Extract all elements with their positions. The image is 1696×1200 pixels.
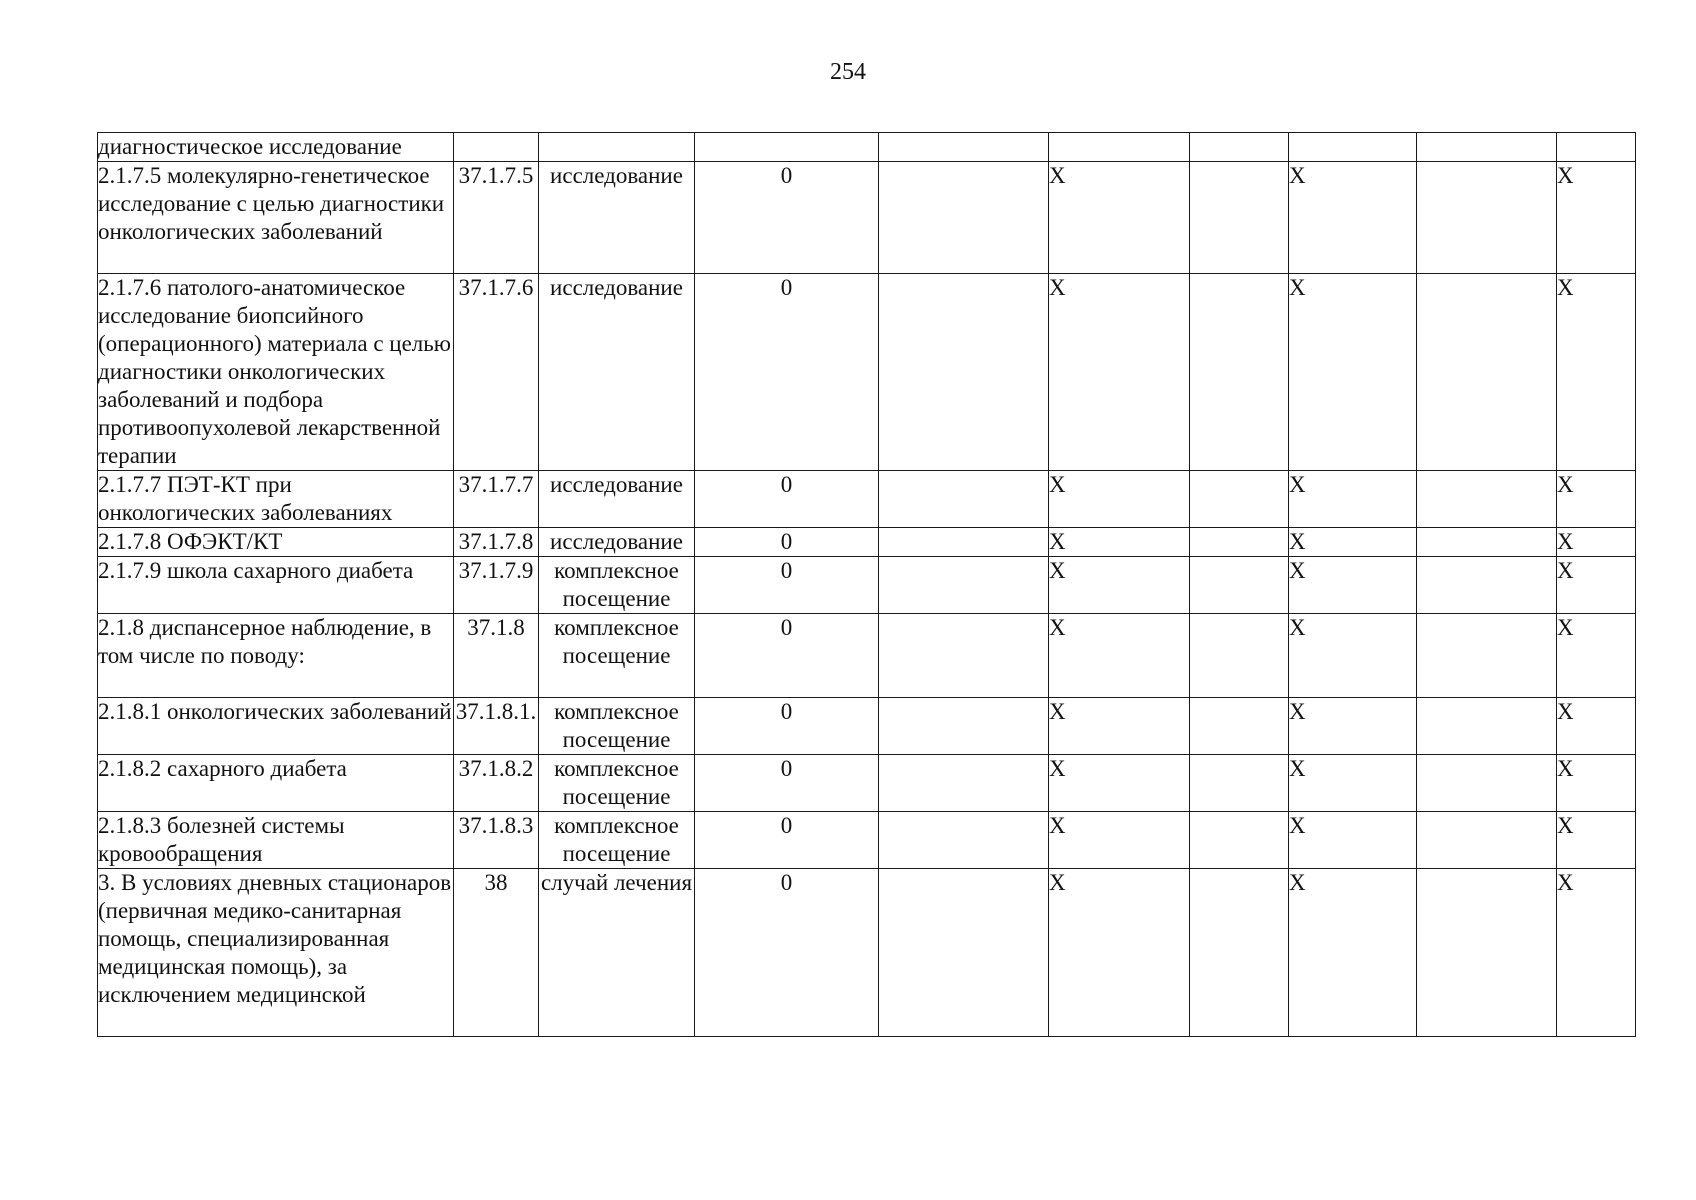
table-row	[98, 755, 1636, 812]
empty-cell	[1190, 869, 1289, 1037]
row-value-text: 0	[780, 699, 793, 724]
row-x-cell	[1289, 528, 1417, 557]
row-value-cell	[695, 812, 879, 869]
row-code-cell	[454, 755, 539, 812]
row-x-text: X	[1049, 615, 1066, 640]
page-number: 254	[830, 59, 866, 85]
row-value-text: 0	[780, 870, 793, 895]
row-code-text: 37.1.7.6	[458, 275, 534, 300]
row-x-cell	[1289, 557, 1417, 614]
empty-cell	[1417, 162, 1557, 274]
row-x-text: X	[1557, 529, 1574, 554]
row-x-cell	[1049, 162, 1190, 274]
row-name-text: 2.1.7.7 ПЭТ-КТ при онкологических заболеваниях	[98, 472, 393, 525]
table-row	[98, 162, 1636, 274]
row-x-cell	[1049, 614, 1190, 698]
row-code-text: 38	[484, 870, 508, 895]
empty-cell	[879, 557, 1049, 614]
row-unit-cell	[539, 755, 695, 812]
row-x-text: X	[1289, 558, 1306, 583]
row-code-cell	[454, 869, 539, 1037]
row-x-cell	[1557, 162, 1636, 274]
row-x-cell	[1557, 471, 1636, 528]
row-x-cell	[1557, 557, 1636, 614]
row-value-cell	[695, 471, 879, 528]
empty-cell	[1190, 528, 1289, 557]
row-x-text: X	[1557, 558, 1574, 583]
row-x-cell	[1289, 614, 1417, 698]
table-row	[98, 133, 1636, 162]
row-value-text: 0	[780, 615, 793, 640]
table-row	[98, 698, 1636, 755]
row-value-text: 0	[780, 163, 793, 188]
table-row	[98, 812, 1636, 869]
empty-cell	[1417, 812, 1557, 869]
row-name-text: 2.1.8 диспансерное наблюдение, в том числе по поводу:	[98, 615, 432, 668]
empty-cell	[1417, 614, 1557, 698]
table-body	[98, 133, 1636, 1037]
row-code-text: 37.1.7.7	[458, 472, 534, 497]
empty-cell	[1190, 471, 1289, 528]
row-value-text: 0	[780, 472, 793, 497]
row-unit-cell	[539, 162, 695, 274]
row-unit-text: исследование	[550, 529, 683, 554]
row-unit-cell	[539, 812, 695, 869]
row-x-text: X	[1557, 813, 1574, 838]
row-unit-cell	[539, 528, 695, 557]
row-name-cell	[98, 162, 454, 274]
empty-cell	[1417, 557, 1557, 614]
row-code-text: 37.1.7.8	[458, 529, 534, 554]
row-unit-cell	[539, 471, 695, 528]
row-x-cell	[1289, 162, 1417, 274]
empty-cell	[1417, 471, 1557, 528]
row-x-cell	[1289, 698, 1417, 755]
row-code-cell	[454, 557, 539, 614]
row-value-text: 0	[780, 558, 793, 583]
empty-cell	[1190, 274, 1289, 471]
row-x-text: X	[1289, 615, 1306, 640]
empty-cell	[1417, 869, 1557, 1037]
row-unit-text: исследование	[550, 275, 683, 300]
row-name-cell	[98, 557, 454, 614]
row-x-cell	[1557, 812, 1636, 869]
row-unit-text: комплексное посещение	[554, 558, 679, 611]
row-name-cell	[98, 133, 454, 162]
empty-cell	[879, 471, 1049, 528]
row-name-text: 3. В условиях дневных стационаров (первичная медико-санитарная помощь, специализированная медицинская помощь), за исключением медицинской	[98, 870, 452, 1007]
row-x-text: X	[1557, 756, 1574, 781]
row-value-text: 0	[780, 275, 793, 300]
row-x-text: X	[1289, 529, 1306, 554]
row-name-cell	[98, 812, 454, 869]
table-row	[98, 614, 1636, 698]
row-x-text: X	[1289, 699, 1306, 724]
empty-cell	[1190, 614, 1289, 698]
table-row	[98, 274, 1636, 471]
row-value-cell	[695, 133, 879, 162]
row-name-text: 2.1.7.6 патолого-анатомическое исследование биопсийного (операционного) материала с целью диагностики онкологических заболеваний и подбора противоопухолевой лекарственной терапии	[98, 275, 451, 468]
row-unit-cell	[539, 869, 695, 1037]
row-code-cell	[454, 274, 539, 471]
row-code-cell	[454, 528, 539, 557]
table-row	[98, 528, 1636, 557]
empty-cell	[1417, 274, 1557, 471]
empty-cell	[879, 698, 1049, 755]
row-unit-text: исследование	[550, 472, 683, 497]
row-name-cell	[98, 274, 454, 471]
empty-cell	[879, 274, 1049, 471]
row-unit-cell	[539, 557, 695, 614]
table-row	[98, 869, 1636, 1037]
row-value-cell	[695, 614, 879, 698]
row-unit-text: комплексное посещение	[554, 699, 679, 752]
row-x-text: X	[1049, 275, 1066, 300]
row-value-cell	[695, 869, 879, 1037]
row-x-text: X	[1049, 699, 1066, 724]
row-unit-text: комплексное посещение	[554, 756, 679, 809]
row-unit-cell	[539, 698, 695, 755]
row-value-cell	[695, 162, 879, 274]
row-name-cell	[98, 698, 454, 755]
row-x-cell	[1049, 869, 1190, 1037]
row-code-cell	[454, 162, 539, 274]
row-x-text: X	[1049, 472, 1066, 497]
row-x-text: X	[1049, 870, 1066, 895]
empty-cell	[1190, 557, 1289, 614]
empty-cell	[1417, 528, 1557, 557]
row-x-text: X	[1557, 615, 1574, 640]
row-x-cell	[1289, 133, 1417, 162]
row-code-text: 37.1.8.1.	[455, 699, 537, 724]
table-row	[98, 471, 1636, 528]
row-code-cell	[454, 471, 539, 528]
row-x-text: X	[1049, 756, 1066, 781]
row-x-cell	[1049, 755, 1190, 812]
row-value-text: 0	[780, 756, 793, 781]
row-code-text: 37.1.8	[467, 615, 525, 640]
row-name-text: 2.1.7.5 молекулярно-генетическое исследование с целью диагностики онкологических заболеваний	[98, 163, 445, 244]
row-name-cell	[98, 614, 454, 698]
empty-cell	[1190, 698, 1289, 755]
row-code-text: 37.1.8.3	[458, 813, 534, 838]
row-name-text: 2.1.8.1 онкологических заболеваний	[98, 699, 452, 724]
row-value-text: 0	[780, 529, 793, 554]
row-code-cell	[454, 698, 539, 755]
row-x-cell	[1049, 528, 1190, 557]
row-x-text: X	[1289, 275, 1306, 300]
empty-cell	[1190, 162, 1289, 274]
empty-cell	[879, 162, 1049, 274]
row-code-cell	[454, 614, 539, 698]
row-unit-cell	[539, 614, 695, 698]
empty-cell	[1417, 755, 1557, 812]
row-x-text: X	[1557, 870, 1574, 895]
row-value-cell	[695, 698, 879, 755]
row-x-cell	[1557, 133, 1636, 162]
empty-cell	[879, 869, 1049, 1037]
row-name-cell	[98, 528, 454, 557]
row-name-cell	[98, 869, 454, 1037]
empty-cell	[1190, 133, 1289, 162]
row-unit-cell	[539, 274, 695, 471]
row-x-cell	[1557, 869, 1636, 1037]
row-x-cell	[1049, 471, 1190, 528]
row-x-cell	[1557, 528, 1636, 557]
empty-cell	[879, 614, 1049, 698]
row-x-text: X	[1289, 163, 1306, 188]
row-x-text: X	[1289, 756, 1306, 781]
data-table	[97, 132, 1636, 1037]
row-x-cell	[1049, 698, 1190, 755]
empty-cell	[879, 133, 1049, 162]
row-name-text: 2.1.8.2 сахарного диабета	[98, 756, 347, 781]
row-code-cell	[454, 812, 539, 869]
row-x-text: X	[1049, 558, 1066, 583]
row-x-text: X	[1557, 163, 1574, 188]
row-value-cell	[695, 755, 879, 812]
row-unit-text: комплексное посещение	[554, 615, 679, 668]
row-x-cell	[1557, 698, 1636, 755]
row-x-text: X	[1557, 699, 1574, 724]
row-x-text: X	[1049, 813, 1066, 838]
row-x-text: X	[1049, 163, 1066, 188]
row-x-cell	[1289, 812, 1417, 869]
row-name-text: 2.1.7.9 школа сахарного диабета	[98, 558, 414, 583]
row-x-text: X	[1289, 472, 1306, 497]
row-name-cell	[98, 755, 454, 812]
row-x-cell	[1049, 812, 1190, 869]
row-code-text: 37.1.7.9	[458, 558, 534, 583]
row-x-cell	[1557, 614, 1636, 698]
row-name-cell	[98, 471, 454, 528]
row-unit-text: исследование	[550, 163, 683, 188]
row-name-text: 2.1.7.8 ОФЭКТ/КТ	[98, 529, 283, 554]
row-name-text: 2.1.8.3 болезней системы кровообращения	[98, 813, 345, 866]
row-x-cell	[1289, 755, 1417, 812]
row-code-text: 37.1.7.5	[458, 163, 534, 188]
row-unit-text: случай лечения	[540, 870, 693, 895]
empty-cell	[879, 812, 1049, 869]
row-x-text: X	[1289, 870, 1306, 895]
empty-cell	[1190, 812, 1289, 869]
row-x-cell	[1049, 133, 1190, 162]
row-unit-cell	[539, 133, 695, 162]
row-x-text: X	[1049, 529, 1066, 554]
row-x-cell	[1557, 755, 1636, 812]
row-value-cell	[695, 557, 879, 614]
row-name-text: диагностическое исследование	[98, 134, 402, 159]
empty-cell	[879, 528, 1049, 557]
row-x-text: X	[1557, 472, 1574, 497]
table-row	[98, 557, 1636, 614]
row-code-text: 37.1.8.2	[458, 756, 534, 781]
empty-cell	[1417, 133, 1557, 162]
row-x-cell	[1289, 869, 1417, 1037]
row-x-cell	[1289, 274, 1417, 471]
row-value-cell	[695, 274, 879, 471]
row-x-cell	[1289, 471, 1417, 528]
row-value-cell	[695, 528, 879, 557]
row-unit-text: комплексное посещение	[554, 813, 679, 866]
row-x-text: X	[1557, 275, 1574, 300]
row-x-text: X	[1289, 813, 1306, 838]
empty-cell	[1190, 755, 1289, 812]
row-x-cell	[1557, 274, 1636, 471]
empty-cell	[879, 755, 1049, 812]
row-x-cell	[1049, 274, 1190, 471]
row-code-cell	[454, 133, 539, 162]
empty-cell	[1417, 698, 1557, 755]
row-x-cell	[1049, 557, 1190, 614]
row-value-text: 0	[780, 813, 793, 838]
